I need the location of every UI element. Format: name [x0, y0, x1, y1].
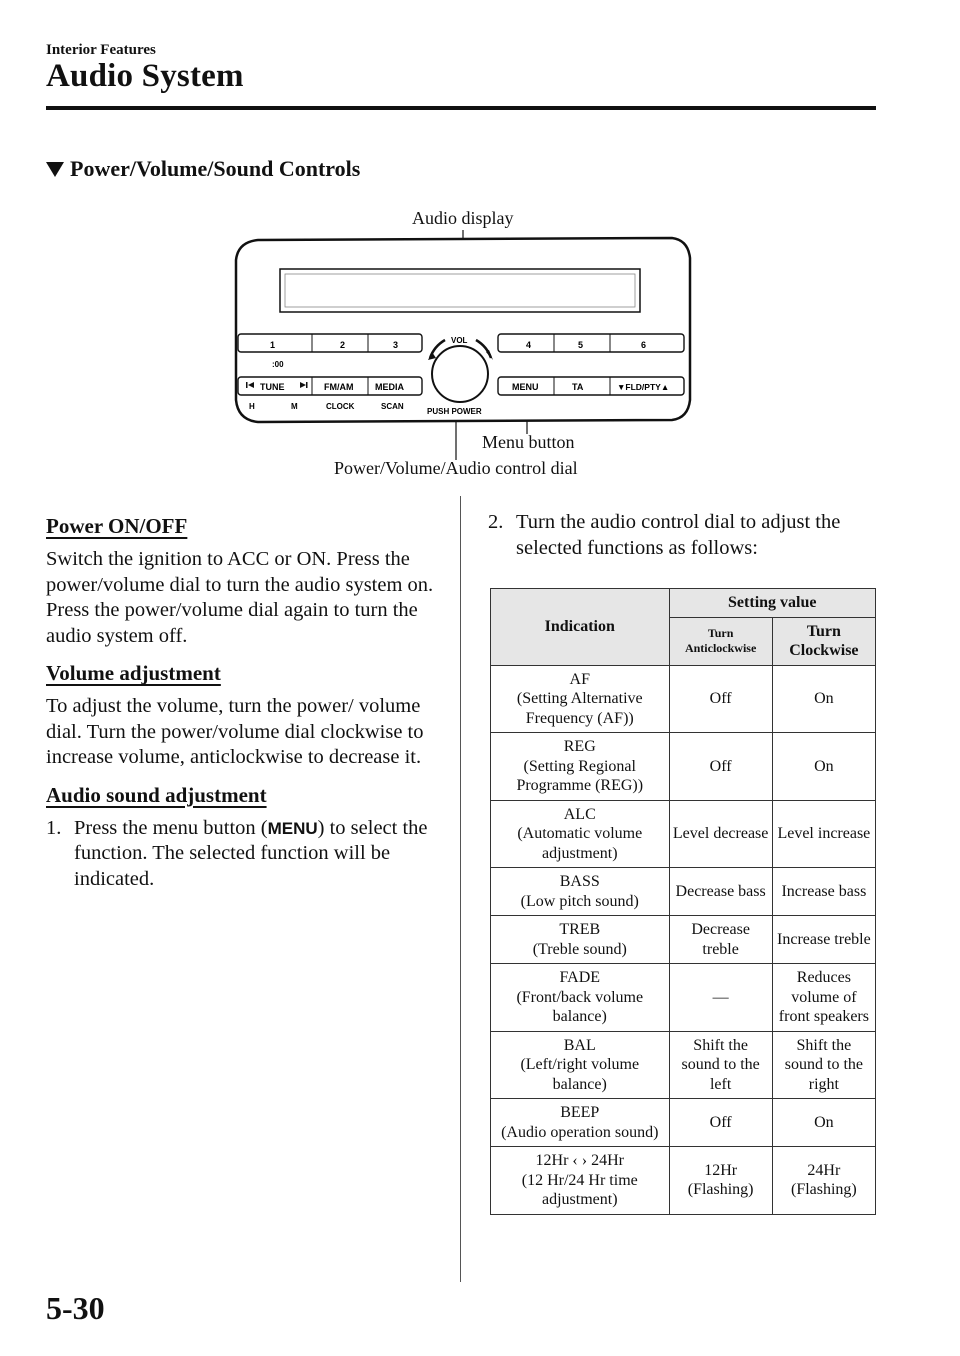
- menu-key-label: MENU: [267, 818, 318, 838]
- cell-indication: [491, 665, 670, 733]
- cell-anticlockwise: Off: [669, 733, 772, 801]
- label-clock: CLOCK: [326, 402, 355, 411]
- button-fld-pty: ▼FLD/PTY▲: [617, 382, 670, 392]
- button-3: 3: [393, 340, 399, 350]
- header-rule: [46, 106, 876, 110]
- indication-name: AF: [569, 670, 590, 688]
- cell-clockwise: Reduces volume of front speakers: [772, 964, 875, 1032]
- step-1: [46, 816, 446, 893]
- step-1-number: 1.: [46, 816, 62, 839]
- header-turn-clockwise: Turn Clockwise: [772, 617, 875, 665]
- button-4: 4: [526, 340, 532, 350]
- indication-name: REG: [563, 738, 596, 755]
- cell-indication: [491, 1031, 670, 1099]
- settings-table: [490, 588, 876, 1215]
- heading-volume: Volume adjustment: [46, 661, 221, 685]
- section-title: [46, 156, 360, 182]
- indication-name: ALC: [563, 805, 596, 823]
- label-menu-button: Menu button: [482, 432, 575, 452]
- cell-indication: [491, 733, 670, 801]
- step-2-number: 2.: [488, 511, 504, 533]
- left-column: [46, 508, 446, 892]
- button-5: 5: [578, 340, 584, 350]
- audio-unit-figure: [0, 200, 960, 490]
- button-menu: MENU: [512, 382, 539, 392]
- triangle-bullet-icon: [46, 162, 64, 177]
- cell-anticlockwise: Level decrease: [669, 800, 772, 868]
- indication-description: (Automatic volume adjustment): [517, 825, 643, 862]
- indication-name: FADE: [559, 969, 601, 986]
- step-2: [488, 510, 878, 561]
- cell-indication: [491, 1147, 670, 1215]
- table-row: [491, 1031, 876, 1099]
- table-row: [491, 964, 876, 1032]
- indication-description: (Low pitch sound): [520, 892, 639, 910]
- heading-power: Power ON/OFF: [46, 514, 188, 538]
- table-row: [491, 665, 876, 733]
- button-ta: TA: [572, 382, 584, 392]
- indication-description: (Left/right volume balance): [520, 1056, 640, 1093]
- label-h: H: [249, 402, 255, 411]
- cell-clockwise: Shift the sound to the right: [772, 1031, 875, 1099]
- cell-indication: [491, 1099, 670, 1147]
- button-2: 2: [340, 340, 346, 350]
- right-column: [488, 510, 878, 561]
- indication-description: (Setting Regional Programme (REG)): [516, 757, 644, 794]
- chapter-label: Interior Features: [46, 42, 156, 58]
- cell-clockwise: On: [772, 1099, 875, 1147]
- cell-clockwise: Increase bass: [772, 868, 875, 916]
- button-fm-am: FM/AM: [324, 382, 354, 392]
- section-title-text: Power/Volume/Sound Controls: [70, 156, 361, 181]
- indication-name: TREB: [559, 921, 601, 938]
- audio-unit-drawing: [0, 200, 960, 490]
- button-media: MEDIA: [375, 382, 404, 392]
- indication-description: (Treble sound): [532, 940, 627, 958]
- cell-anticlockwise: Off: [669, 1099, 772, 1147]
- table-row: [491, 1147, 876, 1215]
- header-turn-anticlockwise: Turn Anticlockwise: [669, 617, 772, 665]
- cell-indication: [491, 800, 670, 868]
- cell-clockwise: On: [772, 733, 875, 801]
- step-1-text: Press the menu button (MENU) to select the function. The selected function will be indicated.: [74, 816, 428, 890]
- cell-clockwise: Level increase: [772, 800, 875, 868]
- button-tune: TUNE: [260, 382, 285, 392]
- heading-sound: Audio sound adjustment: [46, 782, 267, 807]
- label-push-power: PUSH POWER: [427, 407, 482, 416]
- cell-indication: [491, 868, 670, 916]
- label-scan: SCAN: [381, 402, 404, 411]
- label-control-dial: Power/Volume/Audio control dial: [334, 458, 578, 478]
- button-1-sub: :00: [272, 360, 284, 369]
- table-row: [491, 868, 876, 916]
- cell-clockwise: 24Hr (Flashing): [772, 1147, 875, 1215]
- cell-clockwise: Increase treble: [772, 916, 875, 964]
- settings-table-body: [491, 665, 876, 1214]
- cell-indication: [491, 916, 670, 964]
- indication-description: (12 Hr/24 Hr time adjustment): [521, 1171, 638, 1208]
- column-divider: [460, 496, 461, 1282]
- button-6: 6: [641, 340, 647, 350]
- text-power: Switch the ignition to ACC or ON. Press the power/volume dial to turn the audio system on. Press the power/volume dial again to turn the audio system off.: [46, 548, 434, 647]
- table-row: [491, 1099, 876, 1147]
- page-title: Audio System: [46, 58, 244, 94]
- cell-clockwise: On: [772, 665, 875, 733]
- indication-name: BASS: [559, 873, 600, 890]
- table-row: [491, 800, 876, 868]
- indication-name: BAL: [563, 1036, 596, 1054]
- indication-description: (Setting Alternative Frequency (AF)): [516, 690, 643, 727]
- header-indication: Indication: [491, 589, 670, 666]
- button-1: 1: [270, 340, 276, 350]
- page-number: 5-30: [46, 1290, 105, 1326]
- cell-anticlockwise: 12Hr (Flashing): [669, 1147, 772, 1215]
- indication-description: (Front/back volume balance): [516, 988, 644, 1025]
- step-2-text: Turn the audio control dial to adjust the selected functions as follows:: [516, 511, 841, 559]
- cell-indication: [491, 964, 670, 1032]
- text-volume: To adjust the volume, turn the power/ volume dial. Turn the power/volume dial clockwise to increase volume, anticlockwise to decrease it.: [46, 695, 424, 768]
- cell-anticlockwise: Decrease bass: [669, 868, 772, 916]
- cell-anticlockwise: Off: [669, 665, 772, 733]
- label-vol: VOL: [451, 336, 468, 345]
- indication-description: (Audio operation sound): [501, 1123, 659, 1141]
- indication-name: BEEP: [560, 1104, 600, 1121]
- label-audio-display: Audio display: [412, 208, 514, 228]
- indication-name: 12Hr ‹ › 24Hr: [535, 1152, 624, 1169]
- cell-anticlockwise: Shift the sound to the left: [669, 1031, 772, 1099]
- cell-anticlockwise: —: [669, 964, 772, 1032]
- table-row: [491, 916, 876, 964]
- cell-anticlockwise: Decrease treble: [669, 916, 772, 964]
- header-setting-value: Setting value: [669, 589, 875, 618]
- label-m: M: [291, 402, 298, 411]
- table-row: [491, 733, 876, 801]
